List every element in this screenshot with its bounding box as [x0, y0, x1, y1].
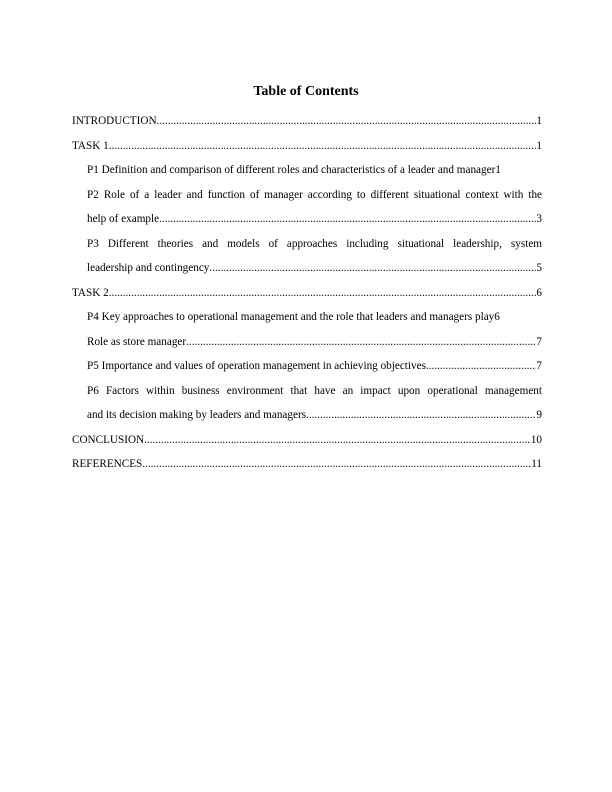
toc-entry-label: Role as store manager: [87, 335, 187, 348]
table-of-contents: [72, 112, 542, 480]
toc-entry-label: TASK 1: [72, 139, 109, 152]
toc-entry-label: P4 Key approaches to operational management and the role that leaders and managers play: [87, 311, 495, 323]
toc-entry-label-line1: P2 Role of a leader and function of manager according to different situational context with the: [87, 188, 542, 201]
dot-leader: [109, 137, 537, 155]
dot-leader: [144, 431, 531, 449]
toc-entry-label: P5 Importance and values of operation management in achieving objectives: [87, 360, 426, 372]
toc-page-number: 10: [530, 433, 542, 446]
toc-page-number: 9: [536, 409, 542, 421]
toc-entry-label: CONCLUSION: [72, 433, 145, 446]
toc-entry-conclusion[interactable]: [72, 431, 542, 456]
toc-entry-task-2[interactable]: [72, 284, 542, 309]
toc-entry-label: INTRODUCTION: [72, 115, 157, 127]
toc-page-number: 1: [536, 115, 542, 127]
toc-page-number: 6: [536, 286, 542, 299]
toc-entry-label: P1 Definition and comparison of different roles and characteristics of a leader and manager: [87, 164, 496, 176]
toc-entry-task-1[interactable]: [72, 137, 542, 162]
toc-page-number: 5: [536, 262, 542, 274]
toc-entry-introduction[interactable]: [72, 112, 542, 137]
dot-leader: [157, 112, 537, 130]
toc-page-number: 3: [536, 213, 542, 225]
toc-page-number: 11: [531, 458, 542, 470]
dot-leader: [426, 357, 536, 375]
toc-entry-p2[interactable]: [72, 186, 542, 235]
dot-leader: [142, 455, 531, 473]
toc-title: Table of Contents: [253, 84, 359, 99]
toc-page-number: 1: [495, 164, 501, 176]
dot-leader: [306, 406, 536, 424]
toc-entry-p6[interactable]: [72, 382, 542, 431]
toc-entry-label: TASK 2: [72, 286, 109, 299]
toc-entry-p5[interactable]: [72, 357, 542, 382]
toc-page-number: 7: [536, 335, 542, 348]
toc-entry-label: help of example: [87, 213, 160, 225]
toc-entry-label: leadership and contingency: [87, 262, 210, 274]
toc-entry-p1[interactable]: [72, 161, 542, 186]
toc-entry-label-line1: P6 Factors within business environment that have an impact upon operational management: [87, 384, 542, 397]
toc-entry-store-manager[interactable]: [72, 333, 542, 358]
toc-entry-label-line1: P3 Different theories and models of approaches including situational leadership, system: [87, 237, 542, 250]
dot-leader: [209, 259, 536, 277]
toc-page-number: 7: [536, 360, 542, 372]
dot-leader: [159, 210, 536, 228]
dot-leader: [109, 284, 537, 302]
toc-entry-label: and its decision making by leaders and managers: [87, 409, 307, 421]
toc-entry-references[interactable]: [72, 455, 542, 480]
toc-page-number: 1: [536, 139, 542, 152]
toc-page-number: 6: [494, 311, 500, 323]
toc-entry-label: REFERENCES: [72, 458, 143, 470]
toc-entry-p4[interactable]: [72, 308, 542, 333]
dot-leader: [186, 333, 536, 351]
toc-entry-p3[interactable]: [72, 235, 542, 284]
